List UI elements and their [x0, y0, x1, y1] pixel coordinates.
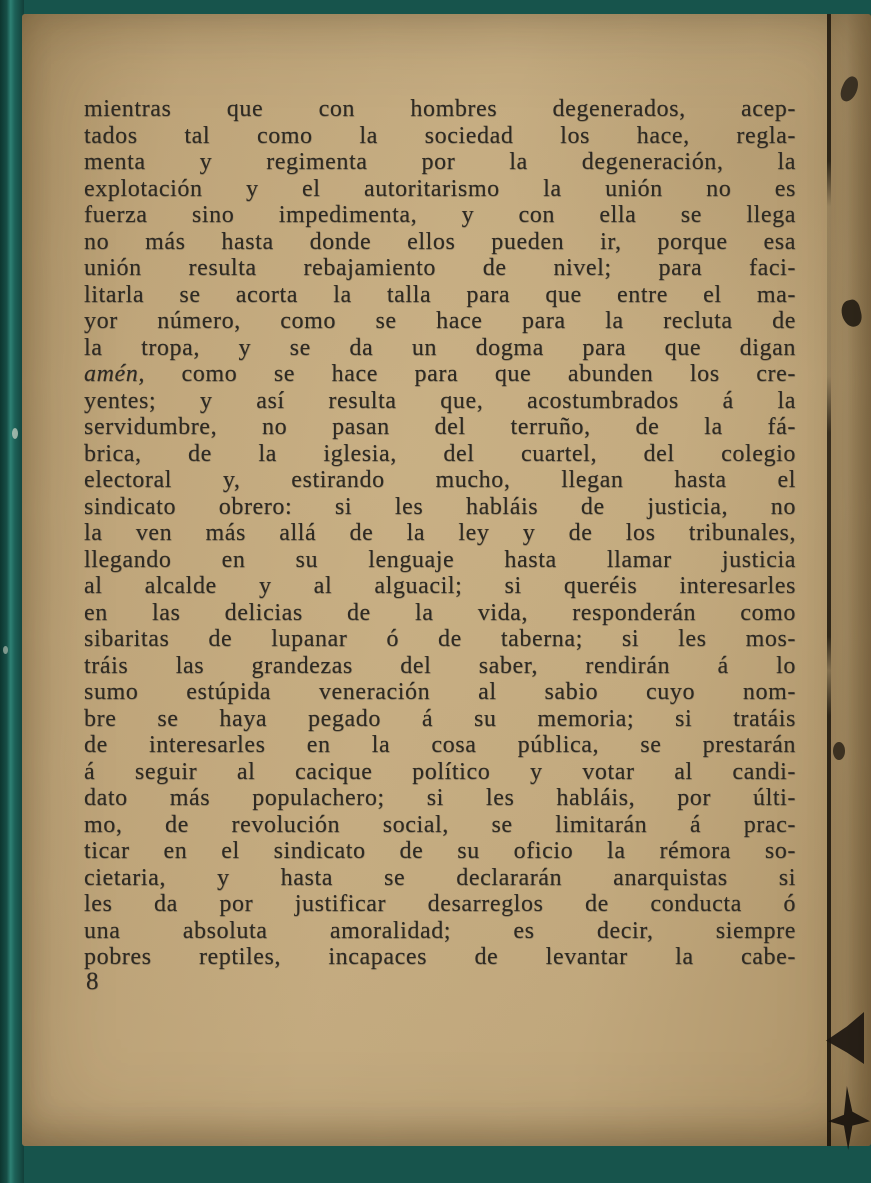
- body-text: [84, 96, 796, 971]
- text-segment: yentes; y así resulta que, acostumbrados á la: [84, 387, 796, 414]
- text-segment: yor número, como se hace para la recluta de: [84, 308, 796, 334]
- italic-text: amén,: [84, 361, 145, 387]
- text-segment: sindicato obrero: si les habláis de justicia, no: [84, 493, 796, 520]
- text-line: [84, 653, 796, 680]
- text-line: [84, 467, 796, 494]
- text-line: [84, 308, 796, 335]
- edge-artifact-middle: [833, 742, 845, 760]
- text-line: [84, 944, 796, 971]
- text-segment: mo, de revolución social, se limitarán á prac-: [84, 811, 796, 838]
- text-line: [84, 732, 796, 759]
- book-left-edge: [0, 0, 24, 1183]
- text-line: [84, 520, 796, 547]
- text-line: [84, 282, 796, 309]
- text-segment: al alcalde y al alguacil; si queréis interesarles: [84, 573, 796, 599]
- text-line: [84, 123, 796, 150]
- text-line: [84, 759, 796, 786]
- text-segment: la ven más allá de la ley y de los tribunales,: [84, 520, 796, 546]
- text-segment: brica, de la iglesia, del cuartel, del colegio: [84, 440, 796, 467]
- text-segment: dato más populachero; si les habláis, por últi-: [84, 785, 796, 811]
- text-line: [84, 361, 796, 388]
- text-line: [84, 785, 796, 812]
- text-segment: una absoluta amoralidad; es decir, siempre: [84, 917, 796, 944]
- text-segment: sumo estúpida veneración al sabio cuyo nom-: [84, 679, 796, 705]
- paper-speck: [12, 428, 18, 439]
- text-segment: tados tal como la sociedad los hace, regla-: [84, 122, 796, 149]
- text-line: [84, 388, 796, 415]
- text-segment: explotación y el autoritarismo la unión no es: [84, 175, 796, 202]
- text-line: [84, 494, 796, 521]
- text-segment: menta y regimenta por la degeneración, la: [84, 149, 796, 175]
- text-line: [84, 176, 796, 203]
- text-segment: pobres reptiles, incapaces de levantar la cabe-: [84, 944, 796, 970]
- text-line: [84, 255, 796, 282]
- text-segment: les da por justificar desarreglos de conducta ó: [84, 891, 796, 917]
- text-segment: cietaria, y hasta se declararán anarquistas si: [84, 864, 796, 891]
- text-line: [84, 918, 796, 945]
- text-segment: de interesarles en la cosa pública, se prestarán: [84, 732, 796, 758]
- text-segment: bre se haya pegado á su memoria; si tratáis: [84, 705, 796, 732]
- text-segment: ticar en el sindicato de su oficio la rémora so-: [84, 838, 796, 864]
- text-line: [84, 335, 796, 362]
- text-line: [84, 838, 796, 865]
- text-segment: fuerza sino impedimenta, y con ella se llega: [84, 202, 796, 228]
- text-segment: tráis las grandezas del saber, rendirán á lo: [84, 652, 796, 679]
- text-segment: litarla se acorta la talla para que entre el ma-: [84, 281, 796, 308]
- text-segment: á seguir al cacique político y votar al candi-: [84, 758, 796, 785]
- text-line: [84, 414, 796, 441]
- text-line: [84, 626, 796, 653]
- text-segment: sibaritas de lupanar ó de taberna; si les mos-: [84, 626, 796, 652]
- text-line: [84, 149, 796, 176]
- text-segment: la tropa, y se da un dogma para que digan: [84, 334, 796, 361]
- text-line: [84, 706, 796, 733]
- book-page: [22, 14, 871, 1146]
- page-edge-shadow: [831, 14, 871, 1146]
- text-line: [84, 547, 796, 574]
- text-segment: electoral y, estirando mucho, llegan hasta el: [84, 467, 796, 493]
- text-segment: no más hasta donde ellos pueden ir, porque esa: [84, 228, 796, 255]
- text-segment: como se hace para que abunden los cre-: [144, 361, 796, 387]
- text-segment: mientras que con hombres degenerados, acep-: [84, 96, 796, 122]
- page-edge-line: [827, 14, 831, 1146]
- paper-speck: [3, 646, 8, 654]
- text-segment: servidumbre, no pasan del terruño, de la fá-: [84, 414, 796, 440]
- text-line: [84, 600, 796, 627]
- text-line: [84, 441, 796, 468]
- text-line: [84, 679, 796, 706]
- text-segment: en las delicias de la vida, responderán como: [84, 599, 796, 626]
- text-line: [84, 573, 796, 600]
- text-line: [84, 891, 796, 918]
- text-line: [84, 865, 796, 892]
- text-segment: llegando en su lenguaje hasta llamar justicia: [84, 546, 796, 573]
- text-segment: unión resulta rebajamiento de nivel; para faci-: [84, 255, 796, 281]
- text-line: [84, 229, 796, 256]
- text-line: [84, 812, 796, 839]
- text-line: [84, 202, 796, 229]
- page-number: 8: [86, 968, 99, 995]
- text-line: [84, 96, 796, 123]
